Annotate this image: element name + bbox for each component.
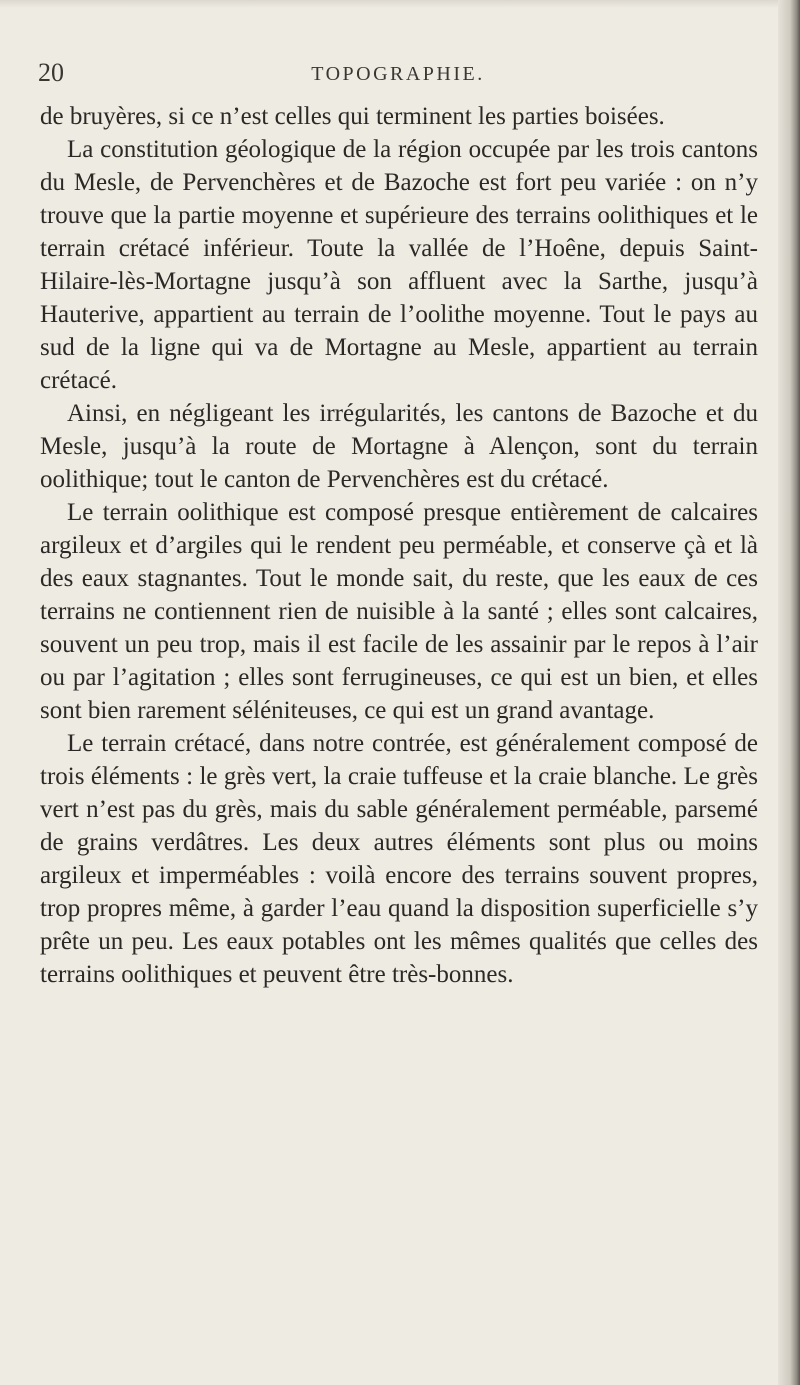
paragraph-summary: Ainsi, en négligeant les irrégularités, les cantons de Bazoche et du Mesle, jusqu’à la route de Mortagne à Alençon, sont du terrain oolithique; tout le canton de Pervenchères est du crétacé.: [40, 400, 758, 493]
running-head: [38, 56, 758, 90]
page-number: 20: [38, 58, 64, 87]
paragraph-cretaceous: Le terrain crétacé, dans notre contrée, est généralement composé de trois éléments : le grès vert, la craie tuffeuse et la craie blanche. Le grès vert n’est pas du grès, mais du sable généralement perméable, parsemé de grains verdâtres. Les deux autres éléments sont plus ou moins argileux et imperméables : voilà encore des terrains souvent propres, trop propres même, à garder l’eau quand la disposition superficielle s’y prête un peu. Les eaux potables ont les mêmes qualités que celles des terrains oolithiques et peuvent être très-bonnes.: [40, 730, 758, 988]
page-top-shadow: [0, 0, 800, 8]
paragraph-geology: La constitution géologique de la région occupée par les trois cantons du Mesle, de Pervenchères et de Bazoche est fort peu variée : on n’y trouve que la partie moyenne et supérieure des terrains oolithiques et le terrain crétacé inférieur. Toute la vallée de l’Hoêne, depuis Saint-Hilaire-lès-Mortagne jusqu’à son affluent avec la Sarthe, jusqu’à Hauterive, appartient au terrain de l’oolithe moyenne. Tout le pays au sud de la ligne qui va de Mortagne au Mesle, appartient au terrain crétacé.: [40, 136, 758, 394]
paragraph-oolithic: Le terrain oolithique est composé presque entièrement de calcaires argileux et d’argiles qui le rendent peu perméable, et conserve çà et là des eaux stagnantes. Tout le monde sait, du reste, que les eaux de ces terrains ne contiennent rien de nuisible à la santé ; elles sont calcaires, souvent un peu trop, mais il est facile de les assainir par le repos à l’air ou par l’agitation ; elles sont ferrugineuses, ce qui est un bien, et elles sont bien rarement séléniteuses, ce qui est un grand avantage.: [40, 499, 758, 724]
body-text: [40, 100, 758, 991]
page-binding-edge: [778, 0, 800, 1385]
paragraph-continuation: de bruyères, si ce n’est celles qui terminent les parties boisées.: [40, 103, 665, 130]
running-title: TOPOGRAPHIE.: [311, 63, 485, 85]
